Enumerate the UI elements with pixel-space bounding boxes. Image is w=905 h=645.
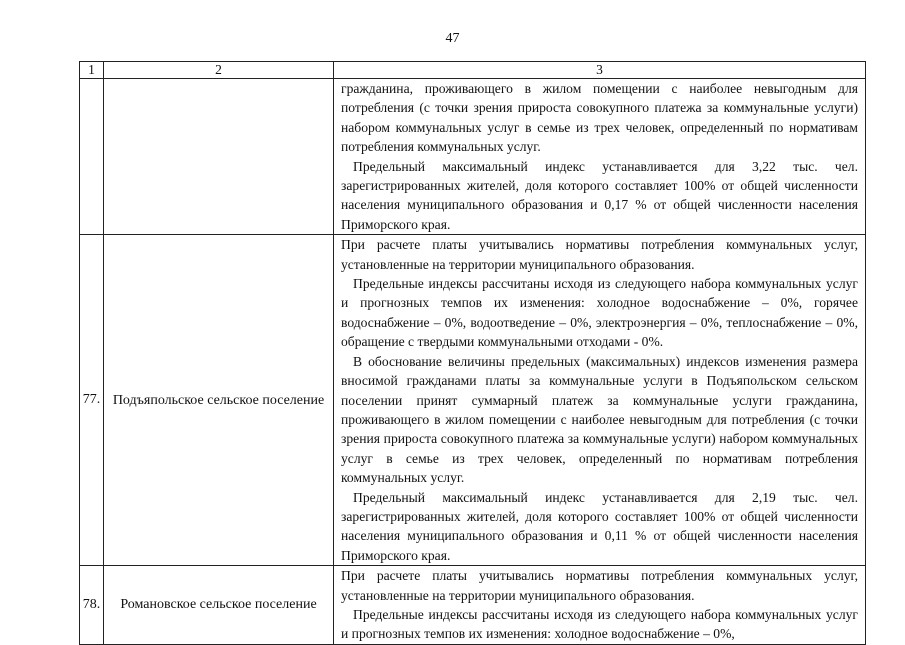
municipality-name: Романовское сельское поселение [104,566,334,645]
table-row [80,79,866,235]
table-row [80,235,866,566]
header-cell-2: 2 [104,62,334,79]
table-header-row [80,62,866,79]
row-description [334,566,866,645]
paragraph: При расчете платы учитывались нормативы потребления коммунальных услуг, установленные на территории муниципального образования. [341,237,858,272]
municipality-name [104,79,334,235]
paragraph: Предельные индексы рассчитаны исходя из следующего набора коммунальных услуг и прогнозных темпов их изменения: холодное водоснабжение – 0%, [341,606,858,642]
row-description [334,235,866,566]
header-cell-1: 1 [80,62,104,79]
paragraph: Предельные индексы рассчитаны исходя из следующего набора коммунальных услуг и прогнозных темпов их изменения: холодное водоснабжение – 0%, горячее водоснабжение – 0%, водоотведение – 0%, электроэнергия – 0%, теплоснабжение – 0%, обращение с твердыми коммунальными отходами - 0%. [341,276,858,350]
row-description [334,79,866,235]
paragraph: Предельный максимальный индекс устанавливается для 3,22 тыс. чел. зарегистрированных жителей, доля которого составляет 100% от общей численности населения муниципального образования и 0,17 % от общей численности населения Приморского края. [341,158,858,232]
paragraph: Предельный максимальный индекс устанавливается для 2,19 тыс. чел. зарегистрированных жителей, доля которого составляет 100% от общей численности населения муниципального образования и 0,11 % от общей численности населения Приморского края. [341,489,858,563]
row-number [80,79,104,235]
municipality-name: Подъяпольское сельское поселение [104,235,334,566]
page-number: 47 [445,31,460,46]
header-cell-3: 3 [334,62,866,79]
row-number: 77. [80,235,104,566]
table-row [80,566,866,645]
paragraph: гражданина, проживающего в жилом помещении с наиболее невыгодным для потребления (с точки зрения прироста совокупного платежа за коммунальные услуги) набором коммунальных услуг в семье из трех человек, определенный по нормативам потребления коммунальных услуг. [341,81,858,155]
paragraph: При расчете платы учитывались нормативы потребления коммунальных услуг, установленные на территории муниципального образования. [341,568,858,603]
paragraph: В обоснование величины предельных (максимальных) индексов изменения размера вносимой гражданами платы за коммунальные услуги в Подъяпольском сельском поселении принят суммарный платеж за коммунальные услуги гражданина, проживающего в жилом помещении с наиболее невыгодным для потребления (с точки зрения прироста совокупного платежа за коммунальные услуги) набором коммунальных услуг в семье из трех человек, определенный по нормативам потребления коммунальных услуг. [341,353,858,486]
document-table [79,61,866,645]
row-number: 78. [80,566,104,645]
